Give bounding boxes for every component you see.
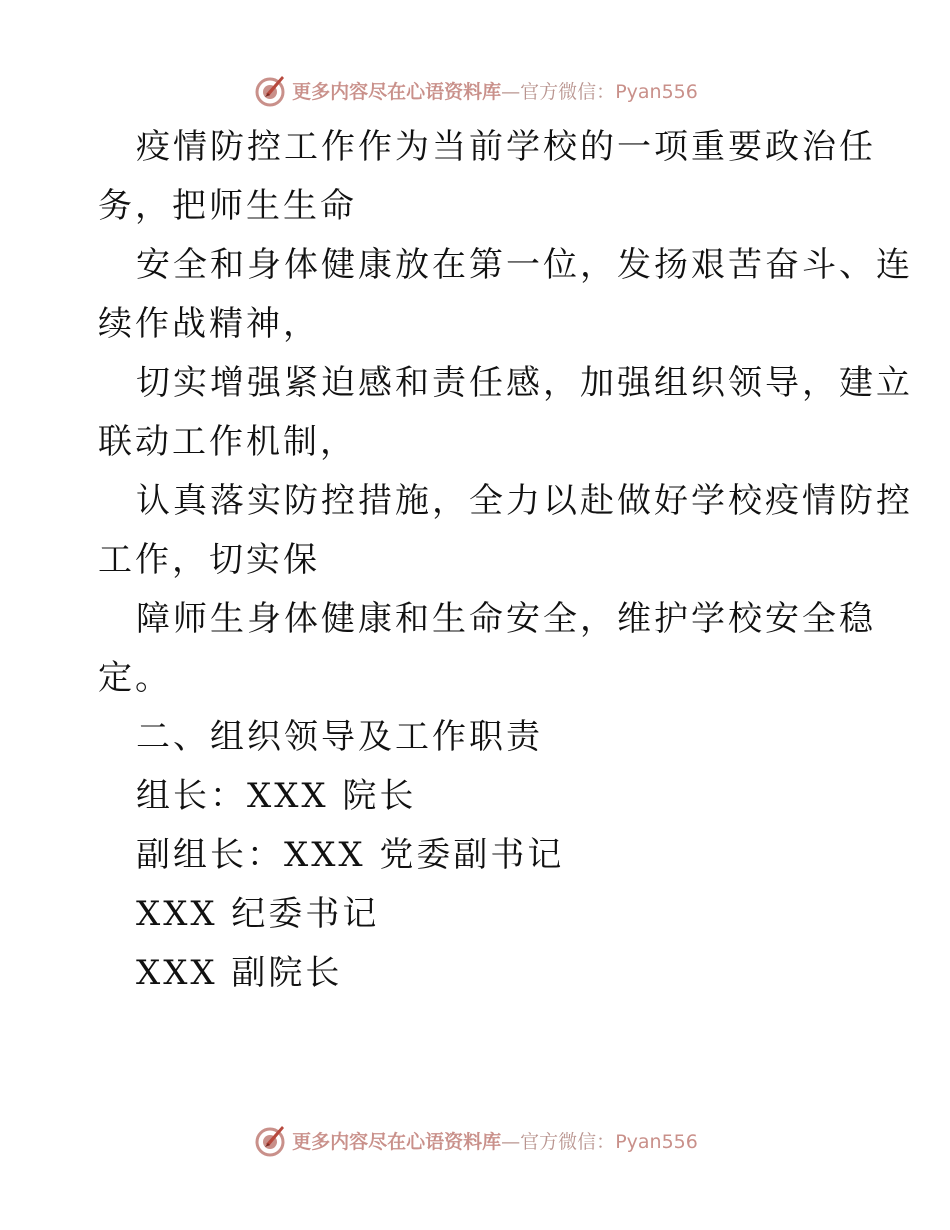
leader-entry: 副组长：XXX 党委副书记 xyxy=(136,835,565,875)
paragraph-line: 联动工作机制， xyxy=(98,422,357,462)
paragraph-line: 障师生身体健康和生命安全，维护学校安全稳 xyxy=(136,599,876,639)
watermark-dash: — xyxy=(501,1130,521,1153)
paragraph-line: 工作，切实保 xyxy=(98,540,320,580)
header-watermark xyxy=(0,70,950,110)
paragraph-line: 定。 xyxy=(98,658,172,698)
paragraph-line: 认真落实防控措施，全力以赴做好学校疫情防控 xyxy=(136,481,913,521)
watermark-text xyxy=(292,77,698,104)
watermark-main: 更多内容尽在心语资料库 xyxy=(292,1130,502,1153)
quill-seal-icon xyxy=(252,72,288,108)
leader-entry: 组长：XXX 院长 xyxy=(136,776,417,816)
watermark-wechat-id: Pyan556 xyxy=(615,80,698,103)
paragraph-line: 续作战精神， xyxy=(98,304,320,344)
footer-watermark xyxy=(0,1120,950,1160)
watermark-main: 更多内容尽在心语资料库 xyxy=(292,80,502,103)
leader-entry: XXX 副院长 xyxy=(136,953,343,993)
quill-seal-icon xyxy=(252,1122,288,1158)
watermark-wechat-label: 官方微信： xyxy=(520,80,616,103)
paragraph-line: 切实增强紧迫感和责任感，加强组织领导，建立 xyxy=(136,363,913,403)
paragraph-line: 疫情防控工作作为当前学校的一项重要政治任 xyxy=(136,127,876,167)
watermark-dash: — xyxy=(501,80,521,103)
document-body xyxy=(98,118,913,1003)
leader-entry: XXX 纪委书记 xyxy=(136,894,380,934)
watermark-text xyxy=(292,1127,698,1154)
section-heading: 二、组织领导及工作职责 xyxy=(136,717,543,757)
paragraph-line: 安全和身体健康放在第一位，发扬艰苦奋斗、连 xyxy=(136,245,913,285)
watermark-wechat-label: 官方微信： xyxy=(520,1130,616,1153)
watermark-wechat-id: Pyan556 xyxy=(615,1130,698,1153)
paragraph-line: 务，把师生生命 xyxy=(98,186,357,226)
